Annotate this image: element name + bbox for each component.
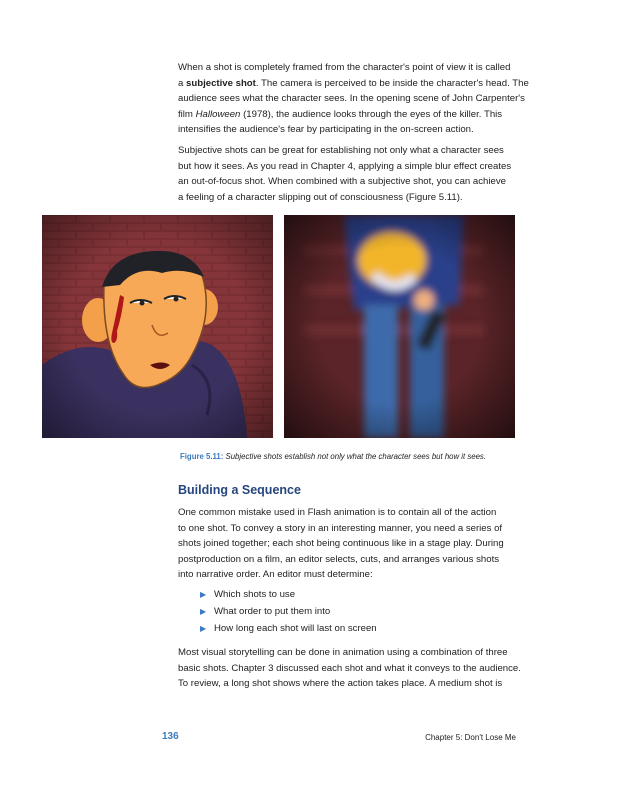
term-subjective-shot: subjective shot xyxy=(186,77,256,89)
figure-caption-text: Subjective shots establish not only what the character sees but how it sees. xyxy=(225,452,486,461)
text-line: an out-of-focus shot. When combined with a subjective shot, you can achieve xyxy=(178,176,506,187)
text-line: shots joined together; each shot being continuous like in a stage play. During xyxy=(178,538,504,549)
bullet-arrow-icon: ▶ xyxy=(200,590,207,599)
text-line: Subjective shots can be great for establishing not only what a character sees xyxy=(178,145,504,156)
list-item: ▶ What order to put them into xyxy=(200,603,377,620)
film-title: Halloween xyxy=(195,108,241,120)
figure-left-character xyxy=(42,215,273,438)
text-line: a feeling of a character slipping out of consciousness (Figure 5.11). xyxy=(178,191,463,203)
bullet-arrow-icon: ▶ xyxy=(200,607,207,616)
sequence-paragraph xyxy=(178,505,518,583)
blurred-pov-illustration xyxy=(284,215,515,438)
text-line: One common mistake used in Flash animation is to contain all of the action xyxy=(178,507,497,518)
character-illustration xyxy=(42,215,273,438)
figure-caption xyxy=(180,452,486,461)
figure-right-blurred xyxy=(284,215,515,438)
text-line: but how it sees. As you read in Chapter 4, applying a simple blur effect creates xyxy=(178,160,512,172)
text-line: When a shot is completely framed from the character's point of view it is called xyxy=(178,62,511,73)
blur-paragraph xyxy=(178,143,518,205)
list-item: ▶ How long each shot will last on screen xyxy=(200,620,377,637)
intro-paragraph xyxy=(178,60,529,138)
text-line: to one shot. To convey a story in an interesting manner, you need a series of xyxy=(178,522,503,534)
chapter-running-footer: Chapter 5: Don't Lose Me xyxy=(425,733,516,742)
text-line: into narrative order. An editor must determine: xyxy=(178,569,373,580)
page-number: 136 xyxy=(162,731,179,742)
bullet-list xyxy=(200,586,377,637)
text-line: a subjective shot. The camera is perceived to be inside the character's head. The xyxy=(178,77,529,89)
text-line: intensifies the audience's fear by participating in the on-screen action. xyxy=(178,124,474,135)
text-line: film Halloween (1978), the audience looks through the eyes of the killer. This xyxy=(178,108,503,120)
list-item: ▶ Which shots to use xyxy=(200,586,377,603)
text-line: postproduction on a film, an editor selects, cuts, and arranges various shots xyxy=(178,553,500,565)
section-heading: Building a Sequence xyxy=(178,483,301,497)
text-line: audience sees what the character sees. In the opening scene of John Carpenter's xyxy=(178,93,525,104)
shots-paragraph xyxy=(178,645,521,692)
text-line: basic shots. Chapter 3 discussed each shot and what it conveys to the audience. xyxy=(178,662,521,674)
text-line: Most visual storytelling can be done in animation using a combination of three xyxy=(178,647,508,658)
bullet-arrow-icon: ▶ xyxy=(200,624,207,633)
figure-label: Figure 5.11: xyxy=(180,452,224,461)
text-line: To review, a long shot shows where the action takes place. A medium shot is xyxy=(178,678,503,689)
